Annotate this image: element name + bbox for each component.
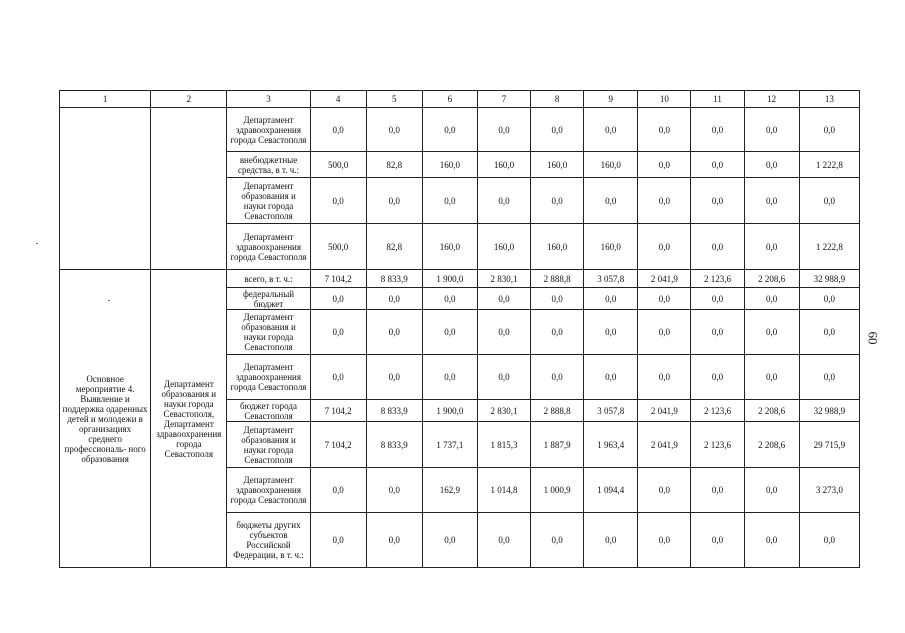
value-cell: 7 104,2 bbox=[310, 400, 366, 422]
scan-speck bbox=[36, 243, 38, 244]
value-cell: 0,0 bbox=[584, 178, 638, 224]
column-header: 2 bbox=[151, 91, 227, 108]
value-cell: 0,0 bbox=[638, 108, 691, 152]
row-label: внебюджетные средства, в т. ч.: bbox=[227, 152, 310, 178]
value-cell: 0,0 bbox=[799, 513, 859, 568]
column-header: 12 bbox=[744, 91, 799, 108]
row-label: Департамент образования и науки города Севастополя bbox=[227, 310, 310, 355]
value-cell: 2 041,9 bbox=[638, 422, 691, 468]
value-cell: 0,0 bbox=[477, 355, 530, 400]
value-cell: 0,0 bbox=[638, 355, 691, 400]
value-cell: 0,0 bbox=[691, 310, 744, 355]
value-cell: 7 104,2 bbox=[310, 270, 366, 288]
value-cell: 1 222,8 bbox=[799, 152, 859, 178]
value-cell: 0,0 bbox=[584, 288, 638, 310]
column-header: 7 bbox=[477, 91, 530, 108]
value-cell: 1 815,3 bbox=[477, 422, 530, 468]
value-cell: 162,9 bbox=[422, 468, 477, 513]
value-cell: 1 014,8 bbox=[477, 468, 530, 513]
value-cell: 0,0 bbox=[691, 513, 744, 568]
executor-name: Департамент образования и науки города Севастополя, Департамент здравоохранения города Севастополя bbox=[151, 270, 227, 568]
value-cell: 3 057,8 bbox=[584, 270, 638, 288]
value-cell: 160,0 bbox=[531, 152, 584, 178]
value-cell: 0,0 bbox=[691, 355, 744, 400]
measure-cell-empty bbox=[60, 108, 151, 270]
value-cell: 8 833,9 bbox=[366, 422, 422, 468]
value-cell: 0,0 bbox=[744, 288, 799, 310]
budget-table bbox=[59, 90, 860, 568]
value-cell: 0,0 bbox=[310, 108, 366, 152]
value-cell: 0,0 bbox=[584, 310, 638, 355]
value-cell: 0,0 bbox=[799, 310, 859, 355]
row-label: бюджеты других субъектов Российской Федерации, в т. ч.: bbox=[227, 513, 310, 568]
row-label: Департамент здравоохранения города Севастополя bbox=[227, 355, 310, 400]
value-cell: 0,0 bbox=[531, 178, 584, 224]
column-header: 9 bbox=[584, 91, 638, 108]
value-cell: 0,0 bbox=[531, 108, 584, 152]
value-cell: 0,0 bbox=[477, 310, 530, 355]
column-header: 13 bbox=[799, 91, 859, 108]
row-label: Департамент образования и науки города Севастополя bbox=[227, 422, 310, 468]
value-cell: 0,0 bbox=[691, 108, 744, 152]
value-cell: 1 094,4 bbox=[584, 468, 638, 513]
value-cell: 2 123,6 bbox=[691, 400, 744, 422]
value-cell: 1 887,9 bbox=[531, 422, 584, 468]
value-cell: 0,0 bbox=[584, 355, 638, 400]
value-cell: 0,0 bbox=[799, 288, 859, 310]
row-label: Департамент образования и науки города Севастополя bbox=[227, 178, 310, 224]
value-cell: 0,0 bbox=[366, 108, 422, 152]
value-cell: 0,0 bbox=[310, 468, 366, 513]
value-cell: 160,0 bbox=[584, 224, 638, 270]
value-cell: 0,0 bbox=[477, 178, 530, 224]
value-cell: 500,0 bbox=[310, 152, 366, 178]
row-label: федеральный бюджет bbox=[227, 288, 310, 310]
value-cell: 0,0 bbox=[422, 178, 477, 224]
value-cell: 2 208,6 bbox=[744, 422, 799, 468]
value-cell: 0,0 bbox=[744, 310, 799, 355]
value-cell: 0,0 bbox=[638, 468, 691, 513]
value-cell: 0,0 bbox=[691, 224, 744, 270]
value-cell: 1 000,9 bbox=[531, 468, 584, 513]
value-cell: 0,0 bbox=[799, 355, 859, 400]
row-label: всего, в т. ч.: bbox=[227, 270, 310, 288]
value-cell: 0,0 bbox=[799, 108, 859, 152]
value-cell: 0,0 bbox=[799, 178, 859, 224]
value-cell: 0,0 bbox=[638, 288, 691, 310]
value-cell: 32 988,9 bbox=[799, 400, 859, 422]
value-cell: 0,0 bbox=[531, 513, 584, 568]
value-cell: 0,0 bbox=[638, 224, 691, 270]
value-cell: 0,0 bbox=[531, 288, 584, 310]
row-label: бюджет города Севастополя bbox=[227, 400, 310, 422]
value-cell: 0,0 bbox=[310, 355, 366, 400]
value-cell: 160,0 bbox=[584, 152, 638, 178]
value-cell: 0,0 bbox=[477, 108, 530, 152]
value-cell: 1 963,4 bbox=[584, 422, 638, 468]
header-row bbox=[60, 91, 860, 108]
column-header: 6 bbox=[422, 91, 477, 108]
value-cell: 3 057,8 bbox=[584, 400, 638, 422]
value-cell: 0,0 bbox=[584, 108, 638, 152]
value-cell: 0,0 bbox=[638, 513, 691, 568]
value-cell: 2 830,1 bbox=[477, 400, 530, 422]
value-cell: 0,0 bbox=[691, 178, 744, 224]
value-cell: 2 041,9 bbox=[638, 400, 691, 422]
value-cell: 0,0 bbox=[422, 288, 477, 310]
value-cell: 32 988,9 bbox=[799, 270, 859, 288]
value-cell: 0,0 bbox=[691, 468, 744, 513]
column-header: 1 bbox=[60, 91, 151, 108]
value-cell: 2 888,8 bbox=[531, 270, 584, 288]
row-label: Департамент здравоохранения города Севастополя bbox=[227, 108, 310, 152]
value-cell: 0,0 bbox=[422, 310, 477, 355]
value-cell: 0,0 bbox=[366, 355, 422, 400]
value-cell: 2 208,6 bbox=[744, 270, 799, 288]
value-cell: 0,0 bbox=[638, 178, 691, 224]
value-cell: 7 104,2 bbox=[310, 422, 366, 468]
value-cell: 1 737,1 bbox=[422, 422, 477, 468]
value-cell: 1 222,8 bbox=[799, 224, 859, 270]
value-cell: 1 900,0 bbox=[422, 400, 477, 422]
value-cell: 160,0 bbox=[531, 224, 584, 270]
value-cell: 0,0 bbox=[366, 178, 422, 224]
value-cell: 160,0 bbox=[422, 152, 477, 178]
value-cell: 0,0 bbox=[477, 513, 530, 568]
value-cell: 0,0 bbox=[691, 152, 744, 178]
value-cell: 0,0 bbox=[691, 288, 744, 310]
value-cell: 0,0 bbox=[638, 152, 691, 178]
executor-cell-empty bbox=[151, 108, 227, 270]
value-cell: 2 888,8 bbox=[531, 400, 584, 422]
value-cell: 500,0 bbox=[310, 224, 366, 270]
value-cell: 0,0 bbox=[310, 288, 366, 310]
value-cell: 0,0 bbox=[584, 513, 638, 568]
value-cell: 2 041,9 bbox=[638, 270, 691, 288]
value-cell: 0,0 bbox=[366, 513, 422, 568]
column-header: 11 bbox=[691, 91, 744, 108]
value-cell: 0,0 bbox=[744, 178, 799, 224]
row-label: Департамент здравоохранения города Севастополя bbox=[227, 224, 310, 270]
value-cell: 8 833,9 bbox=[366, 270, 422, 288]
value-cell: 160,0 bbox=[477, 152, 530, 178]
value-cell: 0,0 bbox=[422, 355, 477, 400]
value-cell: 2 123,6 bbox=[691, 270, 744, 288]
value-cell: 0,0 bbox=[422, 108, 477, 152]
measure-name: Основное мероприятие 4. Выявление и поддержка одаренных детей и молодежи в организациях среднего профессиональ- ного образования bbox=[60, 270, 151, 568]
value-cell: 0,0 bbox=[477, 288, 530, 310]
value-cell: 0,0 bbox=[310, 178, 366, 224]
value-cell: 0,0 bbox=[744, 513, 799, 568]
page-number: 60 bbox=[865, 331, 881, 345]
value-cell: 82,8 bbox=[366, 224, 422, 270]
table-row bbox=[60, 108, 860, 152]
column-header: 3 bbox=[227, 91, 310, 108]
table-row bbox=[60, 270, 860, 288]
value-cell: 160,0 bbox=[422, 224, 477, 270]
column-header: 5 bbox=[366, 91, 422, 108]
value-cell: 1 900,0 bbox=[422, 270, 477, 288]
value-cell: 0,0 bbox=[744, 468, 799, 513]
value-cell: 0,0 bbox=[310, 513, 366, 568]
value-cell: 0,0 bbox=[310, 310, 366, 355]
value-cell: 2 123,6 bbox=[691, 422, 744, 468]
value-cell: 0,0 bbox=[531, 310, 584, 355]
value-cell: 0,0 bbox=[638, 310, 691, 355]
value-cell: 82,8 bbox=[366, 152, 422, 178]
value-cell: 2 830,1 bbox=[477, 270, 530, 288]
column-header: 8 bbox=[531, 91, 584, 108]
value-cell: 0,0 bbox=[744, 355, 799, 400]
value-cell: 160,0 bbox=[477, 224, 530, 270]
row-label: Департамент здравоохранения города Севастополя bbox=[227, 468, 310, 513]
column-header: 4 bbox=[310, 91, 366, 108]
value-cell: 0,0 bbox=[531, 355, 584, 400]
value-cell: 0,0 bbox=[744, 152, 799, 178]
value-cell: 0,0 bbox=[744, 108, 799, 152]
value-cell: 3 273,0 bbox=[799, 468, 859, 513]
column-header: 10 bbox=[638, 91, 691, 108]
value-cell: 0,0 bbox=[366, 468, 422, 513]
value-cell: 0,0 bbox=[366, 288, 422, 310]
value-cell: 8 833,9 bbox=[366, 400, 422, 422]
value-cell: 0,0 bbox=[744, 224, 799, 270]
value-cell: 2 208,6 bbox=[744, 400, 799, 422]
value-cell: 29 715,9 bbox=[799, 422, 859, 468]
value-cell: 0,0 bbox=[366, 310, 422, 355]
value-cell: 0,0 bbox=[422, 513, 477, 568]
